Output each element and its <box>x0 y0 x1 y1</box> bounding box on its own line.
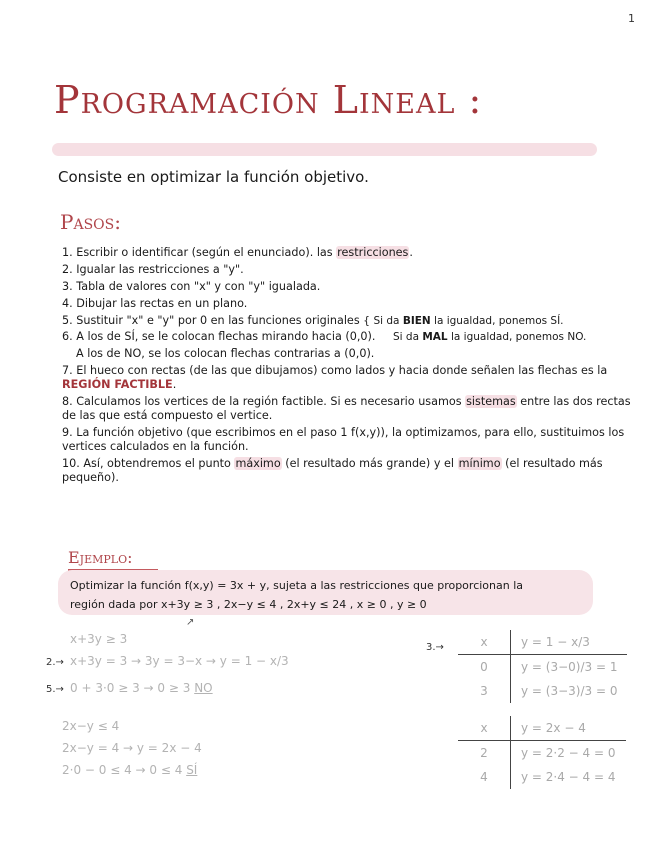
work-eq1: x+3y ≥ 3 <box>70 632 128 646</box>
step-7: 7. El hueco con rectas (de las que dibujamos) como lados y hacia donde señalen las flechas es la REGIÓN FACTIBLE. <box>62 364 608 392</box>
brace-icon: { <box>363 314 370 327</box>
work-eq1-test: 0 + 3·0 ≥ 3 → 0 ≥ 3 NO <box>70 681 213 695</box>
value-table-2: x y = 2x − 4 2 y = 2·2 − 4 = 0 4 y = 2·4 − 4 = 4 <box>458 716 626 789</box>
highlight-sistemas: sistemas <box>466 395 516 409</box>
example-statement: Optimizar la función f(x,y) = 3x + y, sujeta a las restricciones que proporcionan la región dada por x+3y ≥ 3 , 2x−y ≤ 4 , 2x+y ≤ 24 , x ≥ 0 , y ≥ 0 <box>70 579 524 611</box>
steps-list <box>62 246 632 488</box>
work-label-2: 2.→ <box>46 657 64 668</box>
note-bien: Si da BIEN la igualdad, ponemos SÍ. <box>373 314 564 327</box>
highlight-restricciones: restricciones <box>337 246 409 259</box>
work-eq2-test: 2·0 − 0 ≤ 4 → 0 ≤ 4 SÍ <box>62 763 198 777</box>
work-eq2: 2x−y ≤ 4 <box>62 719 120 733</box>
arrow-icon: ↗ <box>186 617 195 628</box>
page-title: Programación Lineal : <box>54 78 483 122</box>
work-eq2-solved: 2x−y = 4 → y = 2x − 4 <box>62 741 202 755</box>
work-eq2-result: SÍ <box>186 763 198 777</box>
step-8: 8. Calculamos los vertices de la región factible. Si es necesario usamos sistemas entre las dos rectas de las que está compuesto el vertice. <box>62 395 631 423</box>
step-9: 9. La función objetivo (que escribimos en el paso 1 f(x,y)), la optimizamos, para ello, sustituimos los vertices calculados en la función. <box>62 426 625 454</box>
step-3: 3. Tabla de valores con "x" y con "y" igualada. <box>62 279 321 293</box>
step-5: 5. Sustituir "x" e "y" por 0 en las funciones originales { Si da BIEN la igualdad, ponemos SÍ. <box>62 313 564 327</box>
highlight-maximo: máximo <box>235 456 281 470</box>
definition-highlight <box>52 143 597 156</box>
work-eq1-result: NO <box>194 681 213 695</box>
step-4: 4. Dibujar las rectas en un plano. <box>62 296 248 310</box>
step-10: 10. Así, obtendremos el punto máximo (el resultado más grande) y el mínimo (el resultado más pequeño). <box>62 456 603 484</box>
value-table-1: x y = 1 − x/3 0 y = (3−0)/3 = 1 3 y = (3−3)/3 = 0 <box>458 630 627 703</box>
step-1: 1. Escribir o identificar (según el enunciado). las restricciones. <box>62 246 413 259</box>
step-2: 2. Igualar las restricciones a "y". <box>62 262 244 276</box>
step-6-continued: A los de NO, se los colocan flechas contrarias a (0,0). <box>76 347 375 361</box>
pasos-heading: Pasos: <box>60 210 121 234</box>
table-label-3: 3.→ <box>426 642 444 653</box>
definition-text: Consiste en optimizar la función objetivo. <box>58 168 369 186</box>
work-eq1-solved: x+3y = 3 → 3y = 3−x → y = 1 − x/3 <box>70 654 289 668</box>
work-label-5: 5.→ <box>46 684 64 695</box>
region-factible-label: REGIÓN FACTIBLE <box>62 378 173 392</box>
page-number: 1 <box>628 12 635 25</box>
step-6: 6. A los de SÍ, se le colocan flechas mirando hacia (0,0). Si da MAL la igualdad, ponemos NO. <box>62 330 587 344</box>
ejemplo-heading: Ejemplo: <box>68 548 133 567</box>
note-mal: Si da MAL la igualdad, ponemos NO. <box>393 331 587 344</box>
highlight-minimo: mínimo <box>458 456 501 470</box>
